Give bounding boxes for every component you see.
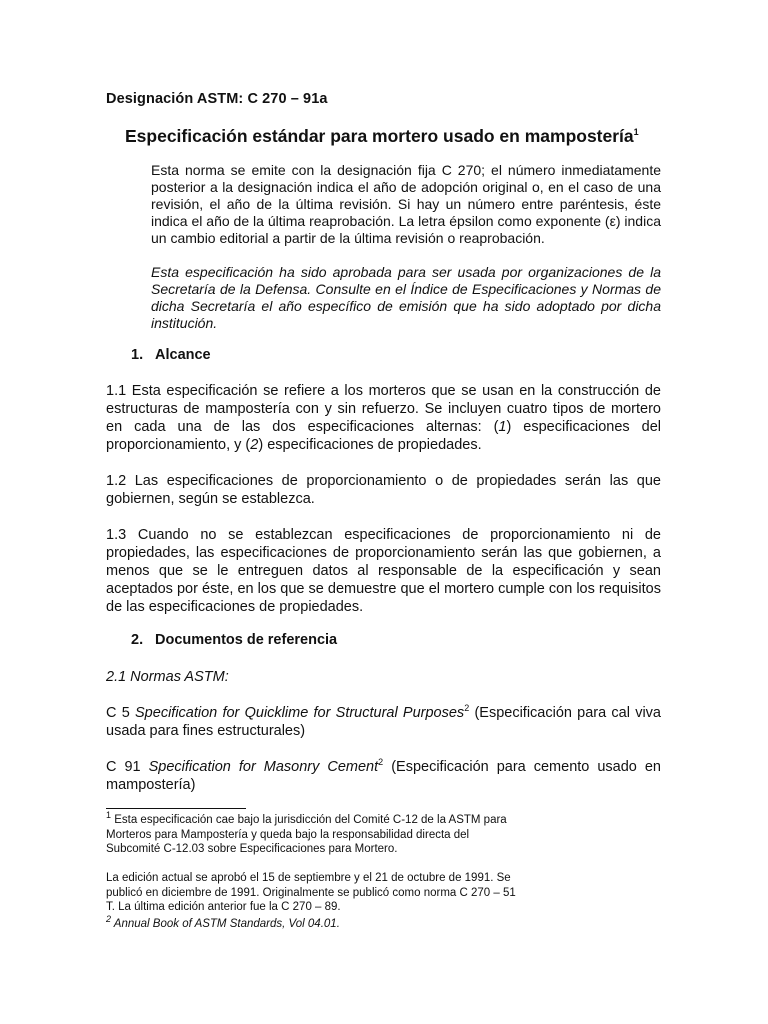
footnote-1-edition: La edición actual se aprobó el 15 de septiembre y el 21 de octubre de 1991. Se publicó en diciembre de 1991. Originalmente se publicó como norma C 270 – 51 T. La última edición anterior fue la C 270 – 89. — [106, 872, 516, 913]
reference-c5-code: C 5 — [106, 705, 130, 721]
reference-c5-title: Specification for Quicklime for Structural Purposes — [135, 705, 465, 721]
reference-c5 — [106, 704, 661, 740]
paragraph-1-2: 1.2 Las especificaciones de proporcionamiento o de propiedades serán las que gobiernen, según se establezca. — [106, 473, 661, 507]
paragraph-1-1-number-2: 2 — [250, 437, 259, 453]
footnote-2 — [106, 914, 526, 932]
footnote-1-text: Esta especificación cae bajo la jurisdicción del Comité C-12 de la ASTM para Morteros para Mampostería y queda bajo la responsabilidad directa del Subcomité C-12.03 sobre Especificaciones para Mortero. — [106, 814, 507, 855]
section-number-references: 2. — [131, 632, 144, 648]
section-title-references: Documentos de referencia — [155, 632, 338, 648]
footnote-2-text: Annual Book of ASTM Standards, Vol 04.01. — [113, 918, 340, 930]
title-footnote-mark: 1 — [633, 127, 639, 138]
paragraph-1-1-part-a: 1.1 Esta especificación se refiere a los morteros que se usan en la construcción de estructuras de mampostería con y sin refuerzo. Se incluyen cuatro tipos de mortero en cada una de las dos especificaciones alternas: ( — [106, 383, 661, 435]
footnote-2-mark: 2 — [106, 914, 112, 925]
section-heading-references — [131, 632, 337, 648]
section-title-scope: Alcance — [155, 347, 211, 363]
reference-c91-code: C 91 — [106, 759, 141, 775]
footnote-1-mark: 1 — [106, 810, 112, 821]
paragraph-1-1-number-1: 1 — [498, 419, 507, 435]
document-title-text: Especificación estándar para mortero usado en mampostería — [125, 126, 634, 146]
footnote-1 — [106, 810, 526, 857]
reference-c91-title: Specification for Masonry Cement — [148, 759, 379, 775]
document-title — [125, 126, 639, 147]
astm-designation: Designación ASTM: C 270 – 91a — [106, 91, 328, 107]
paragraph-2-1: 2.1 Normas ASTM: — [106, 669, 229, 685]
section-number-scope: 1. — [131, 347, 144, 363]
issuance-note: Esta norma se emite con la designación fija C 270; el número inmediatamente posterior a la designación indica el año de adopción original o, en el caso de una revisión, el año de la última revisión. Si hay un número entre paréntesis, éste indica el año de la última reaprobación. La letra épsilon como exponente (ε) indica un cambio editorial a partir de la última revisión o reaprobación. — [151, 162, 661, 246]
section-heading-scope — [131, 347, 211, 363]
reference-c91-description: (Especificación para cemento usado en mampostería) — [106, 759, 661, 793]
footnote-divider — [106, 808, 246, 809]
defense-approval-note: Esta especificación ha sido aprobada para ser usada por organizaciones de la Secretaría de la Defensa. Consulte en el Índice de Especificaciones y Normas de dicha Secretaría el año específico de emisión que ha sido adoptado por dicha institución. — [151, 264, 661, 331]
paragraph-1-1-part-b: ) especificaciones del proporcionamiento, y ( — [106, 419, 661, 453]
reference-c91 — [106, 758, 661, 794]
reference-c91-footnote-mark: 2 — [378, 757, 384, 768]
paragraph-1-1 — [106, 382, 661, 454]
reference-c5-description: (Especificación para cal viva usada para fines estructurales) — [106, 705, 661, 739]
paragraph-1-3: 1.3 Cuando no se establezcan especificaciones de proporcionamiento ni de propiedades, las especificaciones de proporcionamiento serán las que gobiernen, a menos que se le entreguen datos al responsable de la especificación y sean aceptados por éste, en los que se demuestre que el mortero cumple con los requisitos de las especificaciones de propiedades. — [106, 527, 661, 615]
paragraph-1-1-part-c: ) especificaciones de propiedades. — [258, 437, 482, 453]
reference-c5-footnote-mark: 2 — [464, 703, 470, 714]
